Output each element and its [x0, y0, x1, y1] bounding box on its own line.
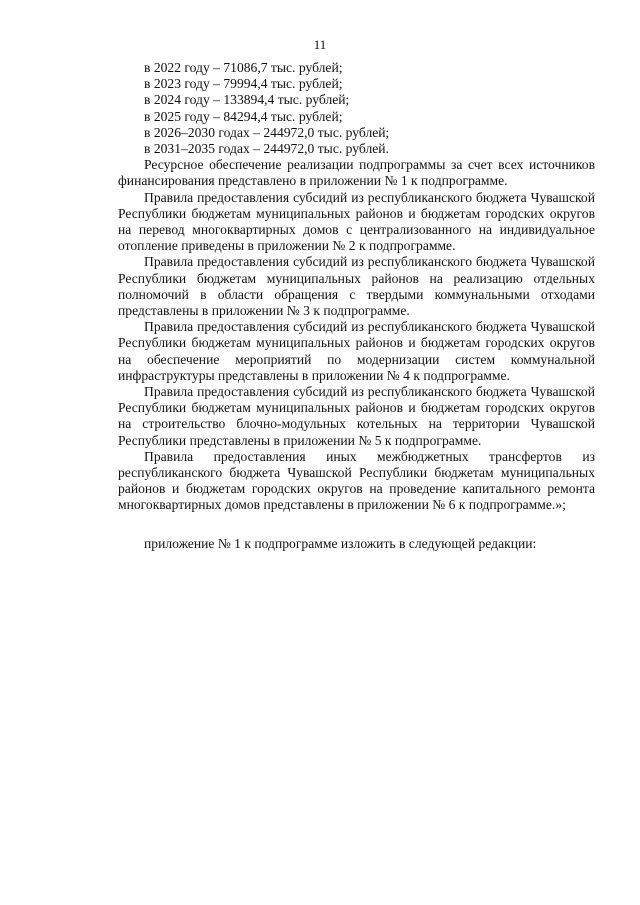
paragraph-appendix-6-rules: Правила предоставления иных межбюджетных трансфертов из республиканского бюджета Чувашской Республики бюджетам муниципальных районов и бюджетам городских округов на проведение капитального ремонта многоквартирных домов представлены в приложении № 6 к подпрограмме.»;: [118, 448, 595, 513]
paragraph-appendix-3-rules: Правила предоставления субсидий из республиканского бюджета Чувашской Республики бюджетам муниципальных районов на реализацию отдельных полномочий в области обращения с твердыми коммунальными отходами представлены в приложении № 3 к подпрограмме.: [118, 254, 595, 319]
amount-line-2024: в 2024 году – 133894,4 тыс. рублей;: [144, 92, 350, 108]
amount-line-2026-2030: в 2026–2030 годах – 244972,0 тыс. рублей;: [144, 124, 390, 140]
amount-line-2022: в 2022 году – 71086,7 тыс. рублей;: [144, 60, 343, 75]
final-instruction-line: приложение № 1 к подпрограмме изложить в следующей редакции:: [144, 535, 537, 551]
paragraph-resource-provision: Ресурсное обеспечение реализации подпрограммы за счет всех источников финансирования представлено в приложении № 1 к подпрограмме.: [118, 157, 595, 189]
page-number: 11: [313, 37, 327, 52]
amount-line-2025: в 2025 году – 84294,4 тыс. рублей;: [144, 108, 343, 124]
funding-amounts-list: [118, 60, 595, 157]
amount-line-2031-2035: в 2031–2035 годах – 244972,0 тыс. рублей.: [144, 141, 389, 157]
paragraph-appendix-4-rules: Правила предоставления субсидий из республиканского бюджета Чувашской Республики бюджетам муниципальных районов и бюджетам городских округов на обеспечение мероприятий по модернизации систем коммунальной инфраструктуры представлены в приложении № 4 к подпрограмме.: [118, 319, 595, 383]
amount-line-2023: в 2023 году – 79994,4 тыс. рублей;: [144, 76, 343, 92]
paragraph-appendix-2-rules: Правила предоставления субсидий из республиканского бюджета Чувашской Республики бюджетам муниципальных районов и бюджетам городских округов на перевод многоквартирных домов с централизованного на индивидуальное отопление приведены в приложении № 2 к подпрограмме.: [118, 189, 595, 254]
paragraph-appendix-5-rules: Правила предоставления субсидий из республиканского бюджета Чувашской Республики бюджетам муниципальных районов и бюджетам городских округов на строительство блочно-модульных котельных на территории Чувашской Республики представлены в приложении № 5 к подпрограмме.: [118, 384, 595, 448]
document-body: [118, 60, 595, 552]
